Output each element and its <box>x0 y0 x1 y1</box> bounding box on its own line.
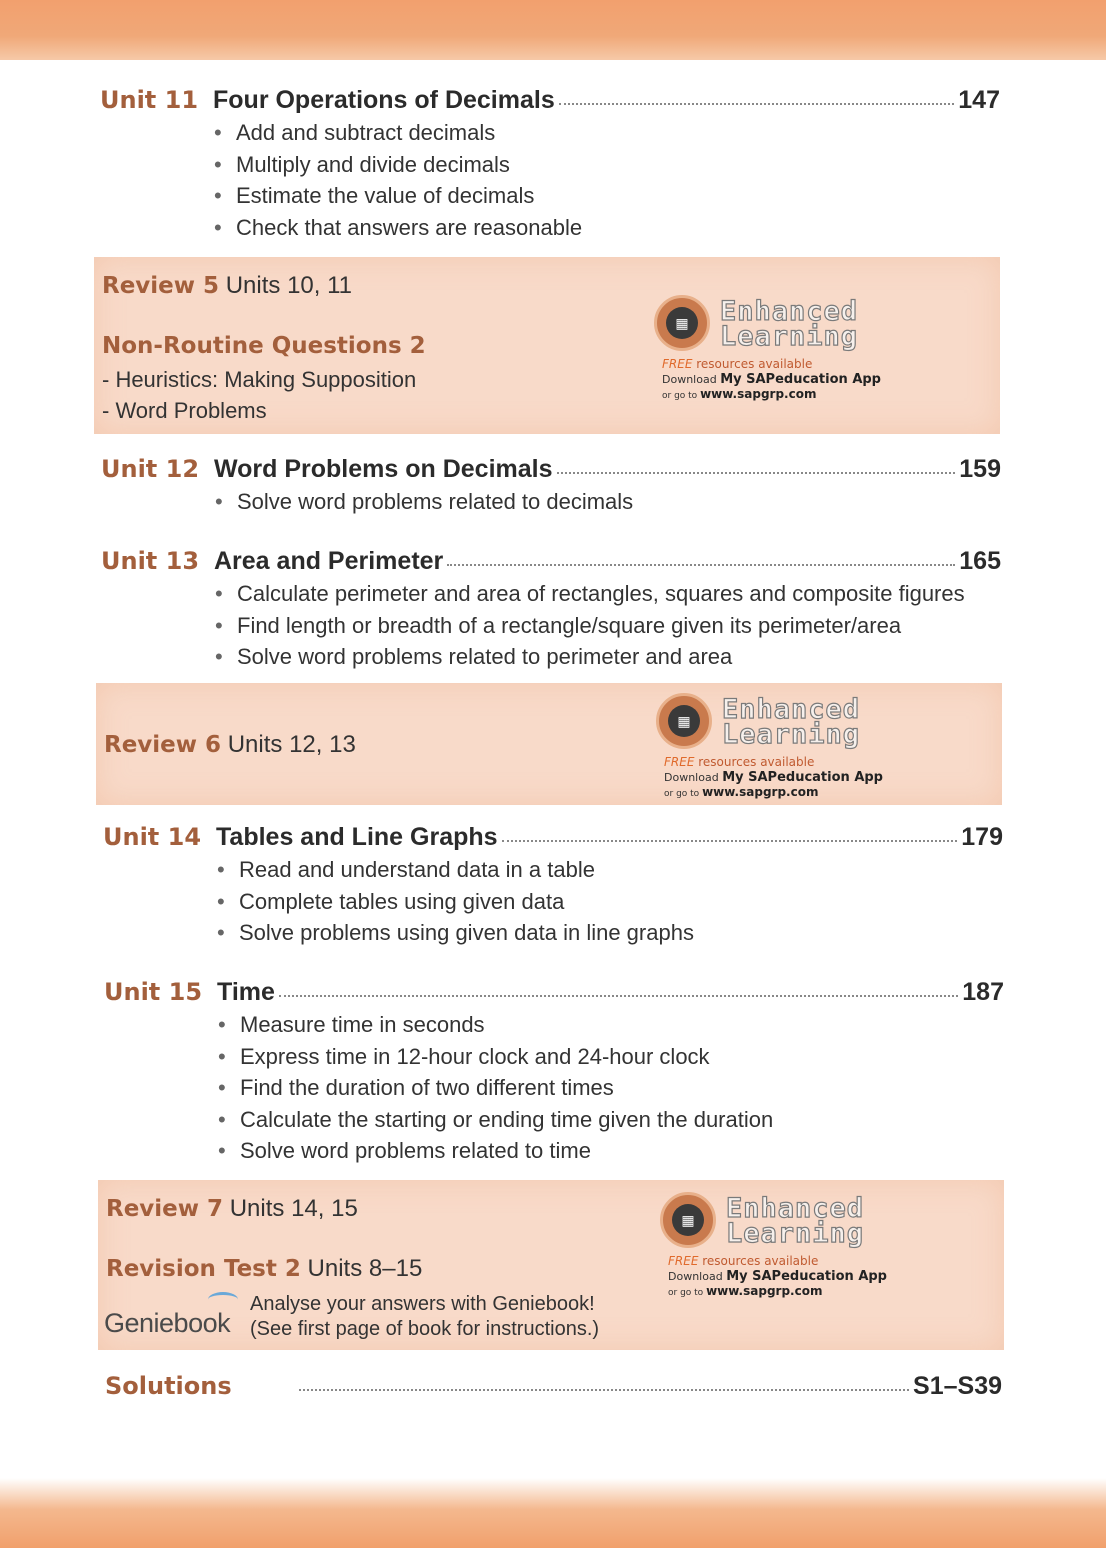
dot-leader <box>559 103 955 105</box>
download-app-text: Download My SAPeducation App <box>662 372 881 387</box>
enhanced-learning-badge[interactable] <box>656 693 901 803</box>
bullet-icon: • <box>217 888 225 914</box>
revision-test-heading <box>106 1255 422 1283</box>
bullet-icon: • <box>214 151 222 177</box>
list-item: • Solve problems using given data in line graphs <box>217 917 1003 949</box>
website-text[interactable]: or go to www.sapgrp.com <box>662 387 817 401</box>
unit-label: Unit 14 <box>103 823 202 851</box>
bullet-icon: • <box>218 1043 226 1069</box>
page-number: 179 <box>961 823 1003 851</box>
review-units: Units 12, 13 <box>227 731 356 758</box>
solutions-entry <box>105 1369 1002 1403</box>
bullet-icon: • <box>215 644 223 669</box>
enhanced-word: Enhanced <box>726 1193 865 1224</box>
list-item: • Express time in 12-hour clock and 24-hour clock <box>218 1041 1004 1073</box>
page-number: 159 <box>959 455 1001 483</box>
review-label: Review 7 <box>106 1196 224 1222</box>
unit-title[interactable]: Area and Perimeter <box>214 547 444 575</box>
review-units: Units 10, 11 <box>225 272 353 299</box>
objective-list <box>104 1009 1004 1167</box>
free-resources-text: FREE resources available <box>662 357 813 371</box>
dot-leader <box>557 472 956 474</box>
review-5-box <box>94 257 1000 434</box>
list-item: • Solve word problems related to decimals <box>215 486 1001 518</box>
unit-heading <box>101 452 1001 486</box>
bullet-icon: • <box>214 214 222 240</box>
list-item: • Check that answers are reasonable <box>214 212 1000 244</box>
geniebook-logo: Geniebook <box>104 1308 231 1338</box>
review-units: Units 14, 15 <box>229 1195 358 1222</box>
unit-13-entry <box>101 544 1001 673</box>
unit-title[interactable]: Time <box>217 978 275 1006</box>
page-number: 187 <box>962 978 1004 1006</box>
dot-leader <box>502 840 958 842</box>
top-decorative-band <box>0 0 1106 60</box>
bottom-decorative-band <box>0 1478 1106 1548</box>
bullet-icon: • <box>217 920 225 945</box>
unit-heading <box>103 820 1003 854</box>
list-item: • Measure time in seconds <box>218 1009 1004 1041</box>
download-app-text: Download My SAPeducation App <box>664 770 883 785</box>
list-item: • Read and understand data in a table <box>217 854 1003 886</box>
app-logo-icon: ▦ <box>656 693 712 749</box>
geniebook-line-2: (See first page of book for instructions.) <box>250 1318 600 1340</box>
bullet-icon: • <box>214 120 222 145</box>
objective-list <box>101 486 1001 518</box>
list-item: • Estimate the value of decimals <box>214 180 1000 212</box>
review-label: Review 5 <box>102 273 220 299</box>
download-app-text: Download My SAPeducation App <box>668 1269 887 1284</box>
non-routine-label: Non-Routine Questions 2 <box>102 333 426 359</box>
bullet-icon: • <box>218 1138 226 1163</box>
unit-heading <box>104 975 1004 1009</box>
enhanced-word: Enhanced <box>720 296 859 327</box>
enhanced-learning-badge[interactable] <box>654 295 899 405</box>
bullet-icon: • <box>215 489 223 514</box>
non-routine-item: - Word Problems <box>102 398 267 423</box>
review-label: Review 6 <box>104 732 222 758</box>
dot-leader <box>279 995 958 997</box>
bullet-icon: • <box>218 1012 226 1037</box>
learning-word: Learning <box>722 719 861 750</box>
list-item: • Calculate perimeter and area of rectangles, squares and composite figures <box>215 578 1001 610</box>
unit-title[interactable]: Tables and Line Graphs <box>216 823 498 851</box>
bullet-icon: • <box>218 1106 226 1132</box>
review-6-heading <box>104 731 356 759</box>
unit-title[interactable]: Word Problems on Decimals <box>214 455 553 483</box>
list-item: • Find length or breadth of a rectangle/square given its perimeter/area <box>215 610 1001 642</box>
app-logo-icon: ▦ <box>660 1192 716 1248</box>
enhanced-word: Enhanced <box>722 694 861 725</box>
learning-word: Learning <box>726 1218 865 1249</box>
bullet-icon: • <box>218 1075 226 1100</box>
solutions-label[interactable]: Solutions <box>105 1372 232 1400</box>
unit-12-entry <box>101 452 1001 518</box>
objective-list <box>101 578 1001 673</box>
review-7-heading <box>106 1195 358 1223</box>
list-item: • Calculate the starting or ending time given the duration <box>218 1104 1004 1136</box>
unit-label: Unit 13 <box>101 547 200 575</box>
unit-heading <box>100 83 1000 117</box>
unit-11-entry <box>100 83 1000 243</box>
geniebook-swoosh-icon <box>208 1292 238 1307</box>
enhanced-learning-badge[interactable] <box>660 1192 905 1302</box>
website-text[interactable]: or go to www.sapgrp.com <box>664 785 819 799</box>
list-item: • Find the duration of two different times <box>218 1072 1004 1104</box>
review-6-box <box>96 683 1002 805</box>
revision-test-units: Units 8–15 <box>307 1255 423 1282</box>
app-logo-icon: ▦ <box>654 295 710 351</box>
unit-14-entry <box>103 820 1003 949</box>
page-number: 165 <box>959 547 1001 575</box>
free-resources-text: FREE resources available <box>668 1254 819 1268</box>
learning-word: Learning <box>720 321 859 352</box>
page-number: 147 <box>958 86 1000 114</box>
list-item: • Solve word problems related to perimeter and area <box>215 641 1001 673</box>
bullet-icon: • <box>215 581 223 606</box>
list-item: • Solve word problems related to time <box>218 1135 1004 1167</box>
unit-title[interactable]: Four Operations of Decimals <box>213 86 555 114</box>
objective-list <box>103 854 1003 949</box>
website-text[interactable]: or go to www.sapgrp.com <box>668 1284 823 1298</box>
list-item: • Complete tables using given data <box>217 886 1003 918</box>
list-item: • Multiply and divide decimals <box>214 149 1000 181</box>
non-routine-heading <box>102 332 426 360</box>
page-number: S1–S39 <box>913 1372 1002 1400</box>
review-5-heading <box>102 272 352 300</box>
bullet-icon: • <box>214 183 222 208</box>
review-7-box <box>98 1180 1004 1350</box>
unit-heading <box>101 544 1001 578</box>
non-routine-item: - Heuristics: Making Supposition <box>102 367 417 392</box>
revision-test-label: Revision Test 2 <box>106 1256 301 1282</box>
unit-label: Unit 11 <box>100 86 199 114</box>
unit-label: Unit 12 <box>101 455 200 483</box>
unit-15-entry <box>104 975 1004 1167</box>
geniebook-line-1: Analyse your answers with Geniebook! <box>250 1293 595 1315</box>
list-item: • Add and subtract decimals <box>214 117 1000 149</box>
objective-list <box>100 117 1000 243</box>
bullet-icon: • <box>215 612 223 638</box>
dot-leader <box>447 564 955 566</box>
unit-label: Unit 15 <box>104 978 203 1006</box>
dot-leader <box>299 1389 909 1391</box>
bullet-icon: • <box>217 857 225 882</box>
free-resources-text: FREE resources available <box>664 755 815 769</box>
